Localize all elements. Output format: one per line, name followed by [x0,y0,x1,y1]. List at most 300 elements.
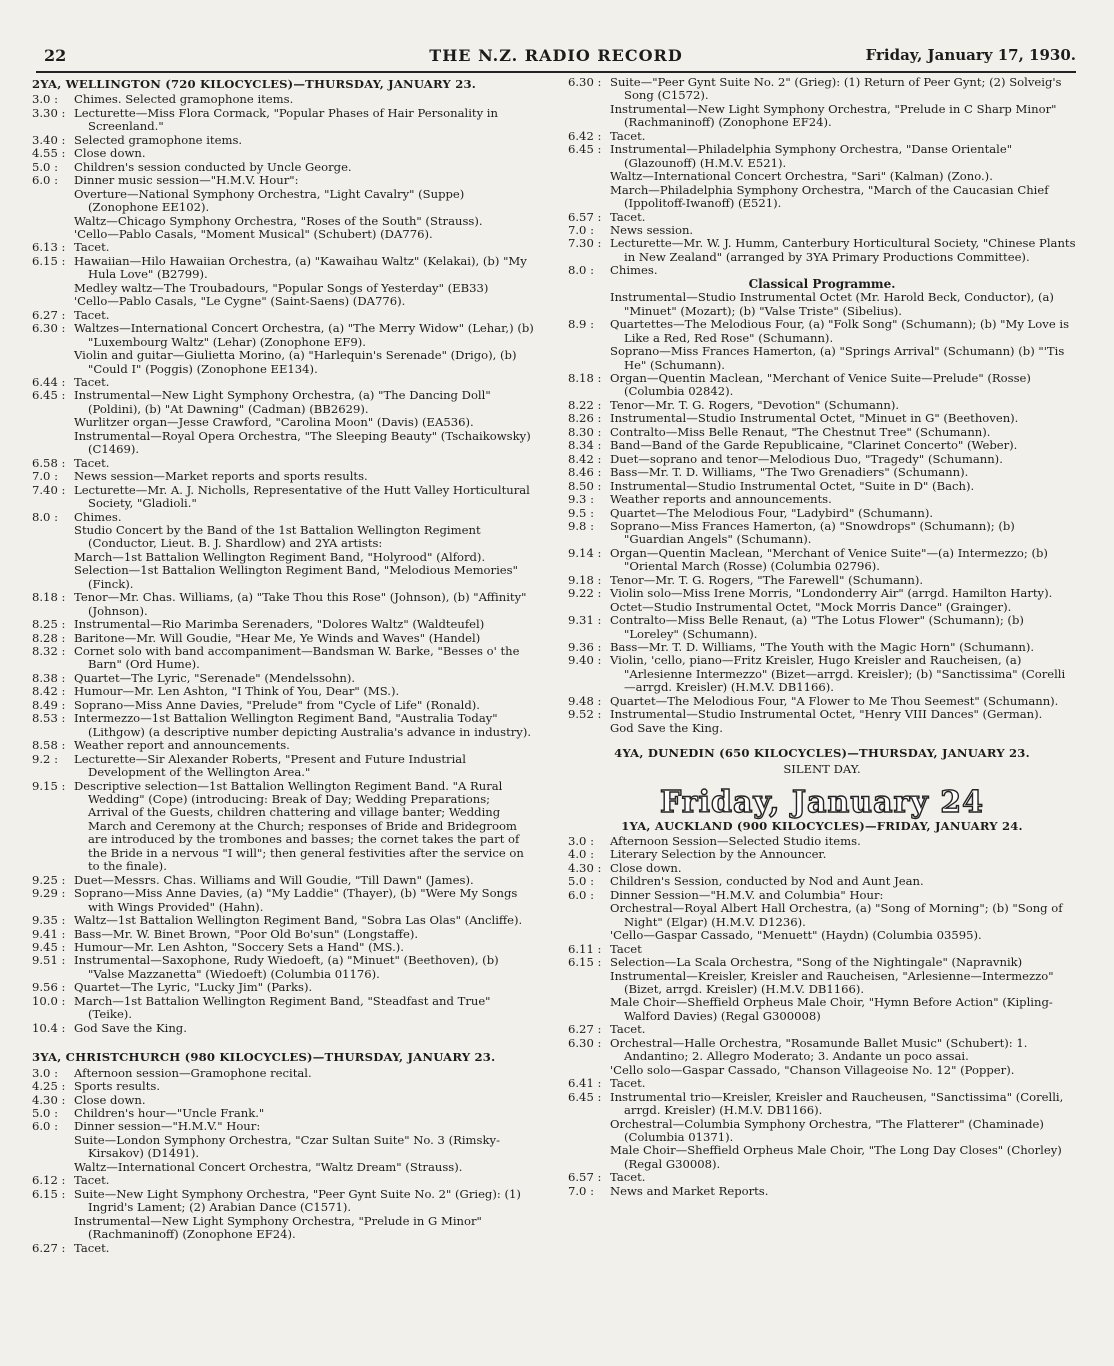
entry-line: Tacet. [74,1173,110,1188]
entry-line: Dinner music session—"H.M.V. Hour": [74,173,299,188]
programme-entry [568,466,1076,479]
entry-line: Weather reports and announcements. [610,492,832,507]
auckland-station-title: 1YA, AUCKLAND (900 KILOCYCLES)—FRIDAY, JANUARY 24. [621,818,1023,833]
entry-details [74,780,534,874]
entry-line: Selection—1st Battalion Wellington Regiment Band, "Melodious Memories" (Finck). [74,563,518,591]
entry-time: 9.36 : [568,640,602,655]
entry-time: 4.55 : [32,146,66,161]
entry-line: Instrumental—Studio Instrumental Octet, "Suite in D" (Bach). [610,478,975,493]
entry-time: 5.0 : [32,1105,59,1120]
publication-title: THE N.Z. RADIO RECORD [429,46,683,65]
entry-line: Dinner Session—"H.M.V. and Columbia" Hour: [610,887,884,902]
entry-line: Instrumental—Royal Opera Orchestra, "The Sleeping Beauty" (Tschaikowsky) (C1469). [74,428,531,457]
programme-entry [568,76,1076,130]
entry-time: 7.40 : [32,482,66,497]
entry-line: Instrumental—New Light Symphony Orchestra, "Prelude in C Sharp Minor" (Rachmaninoff) (Zonophone EF24). [610,101,1057,130]
programme-entry [32,457,534,470]
entry-line: Instrumental trio—Kreisler, Kreisler and Raucheusen, "Sanctissima" (Corelli, arrgd. Kreisler) (H.M.V. DB1166). [610,1089,1064,1118]
programme-entry [32,1080,534,1093]
entry-time: 7.0 : [32,469,59,484]
programme-entry [32,1188,534,1242]
entry-details [74,389,534,456]
programme-entry [32,699,534,712]
entry-time: 6.58 : [32,455,66,470]
entry-details [610,1185,1076,1198]
entry-time: 8.46 : [568,465,602,480]
entry-details [74,685,534,698]
programme-entry [32,389,534,456]
classical-programme-title: Classical Programme. [748,276,896,291]
programme-entry [568,507,1076,520]
programme-entry [568,708,1076,735]
entry-line: Suite—London Symphony Orchestra, "Czar Sultan Suite" No. 3 (Rimsky-Kirsakov) (D1491). [74,1132,500,1161]
programme-entry [568,143,1076,210]
programme-entry [32,147,534,160]
entry-time: 6.12 : [32,1173,66,1188]
programme-entry [32,874,534,887]
entry-line: Instrumental—New Light Symphony Orchestra, (a) "The Dancing Doll" (Poldini), (b) "At Dawning" (Cadman) (BB2629). [74,388,491,416]
entry-details [610,641,1076,654]
station-title: 2YA, WELLINGTON (720 KILOCYCLES)—THURSDAY, JANUARY 23. [32,77,476,91]
entry-line: Cornet solo with band accompaniment—Bandsman W. Barke, "Besses o' the Barn" (Ord Hume). [74,644,520,672]
entry-time: 8.30 : [568,424,602,439]
entry-line: Tacet. [610,1022,646,1037]
programme-entry [32,241,534,254]
entry-line: Sports results. [74,1079,161,1094]
entry-details [74,739,534,752]
entry-line: News and Market Reports. [610,1183,769,1198]
right-column [568,76,1076,1198]
entry-time: 6.30 : [568,75,602,89]
entry-time: 4.25 : [32,1079,66,1094]
entry-time: 6.0 : [568,887,595,902]
entry-details [610,237,1076,264]
entry-time: 9.31 : [568,613,602,628]
entry-time: 9.51 : [32,953,66,968]
entry-time: 9.14 : [568,545,602,560]
page-number: 22 [44,46,67,65]
entry-line: God Save the King. [610,720,723,735]
entry-line: Suite—"Peer Gynt Suite No. 2" (Grieg): (1) Return of Peer Gynt; (2) Solveig's Song (C1572). [610,75,1062,103]
programme-entry [568,426,1076,439]
entry-time: 4.0 : [568,847,595,862]
entry-details [610,399,1076,412]
programme-entry [32,954,534,981]
programme-entry [32,618,534,631]
programme-entry [568,520,1076,547]
entry-time: 6.13 : [32,240,66,255]
entry-line: Close down. [74,1092,146,1107]
programme-entry [32,470,534,483]
programme-entry [32,1067,534,1080]
entry-time: 6.27 : [568,1022,602,1037]
entry-time: 9.2 : [32,751,59,766]
entry-time: 6.41 : [568,1076,602,1091]
entry-details [610,1077,1076,1090]
entry-details [610,507,1076,520]
entry-line: Lecturette—Sir Alexander Roberts, "Present and Future Industrial Development of the Wellington Area." [74,751,466,780]
entry-details [610,211,1076,224]
programme-entry [32,93,534,106]
entry-time: 6.11 : [568,941,602,956]
entry-details [610,412,1076,425]
issue-date: Friday, January 17, 1930. [865,46,1076,64]
entry-line: Waltzes—International Concert Orchestra, (a) "The Merry Widow" (Lehar,) (b) "Luxembourg Waltz" (Lehar) (Zonophone EF9). [74,321,534,349]
entry-time: 8.0 : [568,263,595,278]
entry-time: 10.0 : [32,993,66,1008]
entry-line: Overture—National Symphony Orchestra, "Light Cavalry" (Suppe) (Zonophone EE102). [74,186,465,215]
entry-line: Instrumental—New Light Symphony Orchestra, "Prelude in G Minor" (Rachmaninoff) (Zonophone EF24). [74,1213,482,1242]
dunedin-station-title: 4YA, DUNEDIN (650 KILOCYCLES)—THURSDAY, JANUARY 23. [614,746,1030,761]
entry-time: 6.45 : [32,388,66,403]
entry-line: Orchestral—Royal Albert Hall Orchestra, (a) "Song of Morning"; (b) "Song of Night" (Elgar) (H.M.V. D1236). [610,901,1063,929]
entry-details [74,1022,534,1035]
programme-entry [32,1242,534,1255]
entry-time: 9.41 : [32,926,66,941]
entry-line: 'Cello solo—Gaspar Cassado, "Chanson Villageoise No. 12" (Popper). [610,1062,1015,1077]
entry-line: Selected gramophone items. [74,132,243,147]
entry-line: Baritone—Mr. Will Goudie, "Hear Me, Ye Winds and Waves" (Handel) [74,630,481,645]
entry-details [610,318,1076,372]
entry-details [74,928,534,941]
entry-line: Waltz—Chicago Symphony Orchestra, "Roses of the South" (Strauss). [74,213,483,228]
programme-entry [32,591,534,618]
entry-details [610,614,1076,641]
entry-line: Quartet—The Lyric, "Lucky Jim" (Parks). [74,980,313,995]
entry-line: Duet—Messrs. Chas. Williams and Will Goudie, "Till Dawn" (James). [74,872,474,887]
programme-entry [32,174,534,241]
page-header [36,46,1076,68]
entry-line: Afternoon session—Gramophone recital. [74,1065,312,1080]
programme-entry [568,1185,1076,1198]
entry-line: Humour—Mr. Len Ashton, "I Think of You, Dear" (MS.). [74,684,400,699]
programme-entry [568,654,1076,694]
programme-entry [568,862,1076,875]
entry-time: 8.42 : [32,684,66,699]
entry-line: Weather report and announcements. [74,738,290,753]
programme-entry [32,309,534,322]
entry-details [74,484,534,511]
programme-entry [568,547,1076,574]
entry-line: 'Cello—Pablo Casals, "Moment Musical" (Schubert) (DA776). [74,226,433,241]
entry-line: Bass—Mr. T. D. Williams, "The Two Grenadiers" (Schumann). [610,465,969,480]
entry-line: Quartet—The Melodious Four, "A Flower to Me Thou Seemest" (Schumann). [610,693,1059,708]
programme-entry [32,161,534,174]
entry-line: Tacet. [610,1170,646,1185]
entry-details [74,632,534,645]
classical-programme [568,291,1076,735]
entry-details [74,376,534,389]
entry-time: 4.30 : [568,860,602,875]
entry-line: Descriptive selection—1st Battalion Wellington Regiment Band. "A Rural Wedding" (Cope) (introducing: Break of Day; Wedding Preparations; Arrival of the Guests, children chattering and village banter; Wedding March and Ceremony at the Church; responses of Bride and Bridegroom are introduced by the trombones and basses; the cornet takes the part of the Bride in a nervous "I will"; then general festivities after the service on to the finale). [74,778,524,874]
entry-line: Instrumental—Rio Marimba Serenaders, "Dolores Waltz" (Waldteufel) [74,617,485,632]
programme-entry [568,835,1076,848]
entry-details [610,76,1076,130]
entry-line: Chimes. Selected gramophone items. [74,92,294,107]
entry-details [74,322,534,376]
entry-details [74,1107,534,1120]
programme-entry [32,914,534,927]
entry-details [74,93,534,106]
entry-details [74,309,534,322]
entry-line: Tacet. [610,128,646,143]
entry-line: Soprano—Miss Anne Davies, "Prelude" from "Cycle of Life" (Ronald). [74,697,480,712]
entry-time: 7.0 : [568,222,595,237]
entry-time: 8.18 : [568,370,602,385]
entry-details [610,1171,1076,1184]
entry-details [610,439,1076,452]
entry-details [74,1174,534,1187]
entry-time: 9.22 : [568,586,602,601]
entry-time: 6.15 : [32,253,66,268]
entry-time: 6.57 : [568,1170,602,1185]
entry-details [610,708,1076,735]
entry-line: Band—Band of the Garde Republicaine, "Clarinet Concerto" (Weber). [610,438,1018,453]
entry-line: Tenor—Mr. T. G. Rogers, "The Farewell" (Schumann). [610,572,924,587]
entry-line: Contralto—Miss Belle Renaut, "The Chestnut Tree" (Schumann). [610,424,991,439]
entry-details [74,995,534,1022]
entry-time: 5.0 : [32,159,59,174]
programme-entry [32,753,534,780]
entry-line: Orchestral—Halle Orchestra, "Rosamunde Ballet Music" (Schubert): 1. Andantino; 2. Allegro Moderato; 3. Andante un poco assai. [610,1035,1028,1064]
entry-details [74,147,534,160]
programme-entry [32,672,534,685]
programme-entry [568,614,1076,641]
programme-entry [568,318,1076,372]
entry-line: Contralto—Miss Belle Renaut, (a) "The Lotus Flower" (Schumann); (b) "Loreley" (Schumann). [610,613,1024,641]
entry-time: 8.25 : [32,617,66,632]
entry-time: 9.35 : [32,913,66,928]
entry-details [74,1067,534,1080]
dunedin-note: SILENT DAY. [783,761,861,776]
entry-line: Tacet. [74,307,110,322]
entry-time: 9.18 : [568,572,602,587]
entry-details [610,1023,1076,1036]
entry-details [610,862,1076,875]
entry-line: Children's Session, conducted by Nod and Aunt Jean. [610,874,924,889]
entry-details [610,587,1076,614]
programme-entry [568,587,1076,614]
entry-time: 9.8 : [568,518,595,533]
entry-details [610,372,1076,399]
entry-line: March—1st Battalion Wellington Regiment Band, "Holyrood" (Alford). [74,549,486,564]
entry-line: Instrumental—Studio Instrumental Octet, "Minuet in G" (Beethoven). [610,411,1019,426]
programme-entry [568,848,1076,861]
entry-time: 6.30 : [568,1035,602,1050]
programme-entry [32,134,534,147]
entry-line: 'Cello—Gaspar Cassado, "Menuett" (Haydn) (Columbia 03595). [610,928,982,943]
entry-line: Medley waltz—The Troubadours, "Popular Songs of Yesterday" (EB33) [74,280,489,295]
entry-line: Organ—Quentin Maclean, "Merchant of Venice Suite"—(a) Intermezzo; (b) "Oriental March (Rosse) (Columbia 02796). [610,545,1048,574]
programme-entry [32,376,534,389]
entry-details [74,161,534,174]
entry-time: 3.0 : [32,1065,59,1080]
header-rule [36,71,1076,73]
entry-line: Instrumental—Saxophone, Rudy Wiedoeft, (a) "Minuet" (Beethoven), (b) "Valse Mazzanetta" (Wiedoeft) (Columbia 01176). [74,953,499,981]
entry-time: 9.29 : [32,886,66,901]
entry-time: 9.40 : [568,653,602,668]
entry-line: Humour—Mr. Len Ashton, "Soccery Sets a Hand" (MS.). [74,940,404,954]
entry-line: Chimes. [610,263,658,278]
entry-details [74,941,534,954]
programme-entry [32,941,534,954]
entry-line: Suite—New Light Symphony Orchestra, "Peer Gynt Suite No. 2" (Grieg): (1) Ingrid's Lament; (2) Arabian Dance (C1571). [74,1186,521,1215]
entry-line: Octet—Studio Instrumental Octet, "Mock Morris Dance" (Grainger). [610,599,1012,614]
station-title: 3YA, CHRISTCHURCH (980 KILOCYCLES)—THURSDAY, JANUARY 23. [32,1050,496,1065]
entry-details [74,174,534,241]
entry-time: 6.15 : [32,1186,66,1201]
entry-details [610,264,1076,277]
entry-time: 3.0 : [568,834,595,849]
entry-details [610,956,1076,1023]
entry-details [610,426,1076,439]
entry-line: 'Cello—Pablo Casals, "Le Cygne" (Saint-Saens) (DA776). [74,294,406,309]
entry-time: 8.34 : [568,438,602,453]
programme-entry [568,130,1076,143]
entry-details [610,1037,1076,1077]
entry-time: 6.42 : [568,128,602,143]
programme-entry [568,399,1076,412]
programme-entry [568,453,1076,466]
entry-line: Lecturette—Mr. W. J. Humm, Canterbury Horticultural Society, "Chinese Plants in New Zealand" (arranged by 3YA Primary Productions Committee). [610,236,1076,264]
entry-time: 8.38 : [32,670,66,685]
entry-details [74,914,534,927]
entry-details [74,511,534,592]
entry-time: 4.30 : [32,1092,66,1107]
programme-entry [32,322,534,376]
programme-entry [568,889,1076,943]
entry-time: 6.30 : [32,321,66,336]
entry-details [74,470,534,483]
entry-time: 8.28 : [32,630,66,645]
entry-line: God Save the King. [74,1020,187,1035]
entry-line: Tacet. [610,209,646,224]
programme-entry [32,1174,534,1187]
entry-details [610,130,1076,143]
entry-line: Instrumental—Kreisler, Kreisler and Raucheisen, "Arlesienne—Intermezzo" (Bizet, arrgd. Kreisler) (H.M.V. DB1166). [610,968,1054,996]
entry-line: Close down. [74,146,146,161]
entry-time: 6.27 : [32,307,66,322]
entry-time: 6.57 : [568,209,602,224]
entry-line: Quartet—The Lyric, "Serenade" (Mendelssohn). [74,670,356,685]
entry-line: Tenor—Mr. Chas. Williams, (a) "Take Thou this Rose" (Johnson), (b) "Affinity" (Johnson). [74,590,527,618]
entry-details [74,954,534,981]
christchurch-continued [568,76,1076,278]
entry-line: Male Choir—Sheffield Orpheus Male Choir, "Hymn Before Action" (Kipling-Walford Davies) (Regal G300008) [610,995,1053,1023]
entry-time: 6.45 : [568,1089,602,1104]
entry-line: Quartet—The Melodious Four, "Ladybird" (Schumann). [610,505,934,520]
entry-details [610,695,1076,708]
entry-line: Literary Selection by the Announcer. [610,847,827,862]
entry-time: 3.0 : [32,92,59,107]
friday-banner: Friday, January 24 [660,785,984,821]
programme-entry [32,995,534,1022]
entry-details [610,453,1076,466]
programme-entry [568,956,1076,1023]
entry-line: Lecturette—Miss Flora Cormack, "Popular Phases of Hair Personality in Screenland." [74,105,498,134]
programme-entry [32,632,534,645]
programme-entry [32,928,534,941]
entry-time: 9.56 : [32,980,66,995]
entry-line: Male Choir—Sheffield Orpheus Male Choir, "The Long Day Closes" (Chorley) (Regal G30008). [610,1143,1062,1171]
entry-time: 9.45 : [32,940,66,954]
entry-time: 9.5 : [568,505,595,520]
programme-entry [568,224,1076,237]
entry-line: Instrumental—Philadelphia Symphony Orchestra, "Danse Orientale" (Glazounoff) (H.M.V. E521). [610,142,1013,170]
entry-line: Waltz—International Concert Orchestra, "Waltz Dream" (Strauss). [74,1159,463,1174]
entry-line: Selection—La Scala Orchestra, "Song of the Nightingale" (Napravnik) [610,955,1023,970]
entry-line: Tacet. [74,240,110,255]
entry-details [74,699,534,712]
programme-entry [32,712,534,739]
entry-line: Waltz—1st Battalion Wellington Regiment Band, "Sobra Las Olas" (Ancliffe). [74,913,523,928]
entry-details [74,1188,534,1242]
programme-entry [568,211,1076,224]
entry-details [610,466,1076,479]
programme-entry [32,887,534,914]
entry-time: 6.15 : [568,955,602,970]
entry-time: 9.15 : [32,778,66,793]
entry-line: News session. [610,222,694,237]
entry-details [74,887,534,914]
entry-line: Waltz—International Concert Orchestra, "Sari" (Kalman) (Zono.). [610,169,993,184]
entry-details [74,672,534,685]
entry-line: Afternoon Session—Selected Studio items. [610,834,861,849]
entry-time: 8.22 : [568,397,602,412]
entry-line: Soprano—Miss Anne Davies, (a) "My Laddie" (Thayer), (b) "Were My Songs with Wings Provided" (Hahn). [74,886,518,914]
entry-line: Bass—Mr. T. D. Williams, "The Youth with the Magic Horn" (Schumann). [610,640,1035,655]
entry-line: Children's hour—"Uncle Frank." [74,1105,265,1120]
programme-entry [568,372,1076,399]
entry-details [610,1091,1076,1172]
entry-line: Close down. [610,860,682,875]
entry-line: Bass—Mr. W. Binet Brown, "Poor Old Bo'sun" (Longstaffe). [74,926,419,941]
programme-entry [568,574,1076,587]
entry-details [74,1120,534,1174]
entry-line: Instrumental—Studio Instrumental Octet, "Henry VIII Dances" (German). [610,707,1043,722]
entry-time: 3.40 : [32,132,66,147]
programme-entry [32,484,534,511]
programme-entry [568,264,1076,277]
entry-time: 10.4 : [32,1020,66,1035]
entry-line: Orchestral—Columbia Symphony Orchestra, "The Flatterer" (Chaminade) (Columbia 01371). [610,1116,1044,1144]
programme-entry [568,1171,1076,1184]
entry-line: March—Philadelphia Symphony Orchestra, "March of the Caucasian Chief (Ippolitoff-Iwanoff) (E521). [610,182,1049,211]
programme-entry [568,1091,1076,1172]
entry-line: Tacet. [610,1076,646,1091]
programme-entry [568,1023,1076,1036]
entry-time: 8.53 : [32,711,66,726]
entry-line: Organ—Quentin Maclean, "Merchant of Venice Suite—Prelude" (Rosse) (Columbia 02842). [610,370,1031,399]
entry-details [74,255,534,309]
entry-line: Violin, 'cello, piano—Fritz Kreisler, Hugo Kreisler and Raucheisen, (a) "Arlesienne Intermezzo" (Bizet—arrgd. Kreisler); (b) "Sanctissima" (Corelli—arrgd. Kreisler) (H.M.V. DB1166). [610,653,1066,695]
entry-details [74,134,534,147]
entry-line: Tacet. [74,374,110,389]
entry-line: Violin solo—Miss Irene Morris, "Londonderry Air" (arrgd. Hamilton Harty). [610,586,1053,601]
entry-time: 8.58 : [32,738,66,753]
entry-details [74,618,534,631]
entry-line: Soprano—Miss Frances Hamerton, (a) "Snowdrops" (Schumann); (b) "Guardian Angels" (Schumann). [610,518,1015,547]
programme-entry [32,1094,534,1107]
entry-time: 7.0 : [568,1183,595,1198]
programme-entry [32,1120,534,1174]
entry-details [610,480,1076,493]
programme-entry [32,1022,534,1035]
entry-time: 9.48 : [568,693,602,708]
entry-line: Wurlitzer organ—Jesse Crawford, "Carolina Moon" (Davis) (EA536). [74,415,474,430]
programme-entry [32,780,534,874]
entry-details [74,591,534,618]
